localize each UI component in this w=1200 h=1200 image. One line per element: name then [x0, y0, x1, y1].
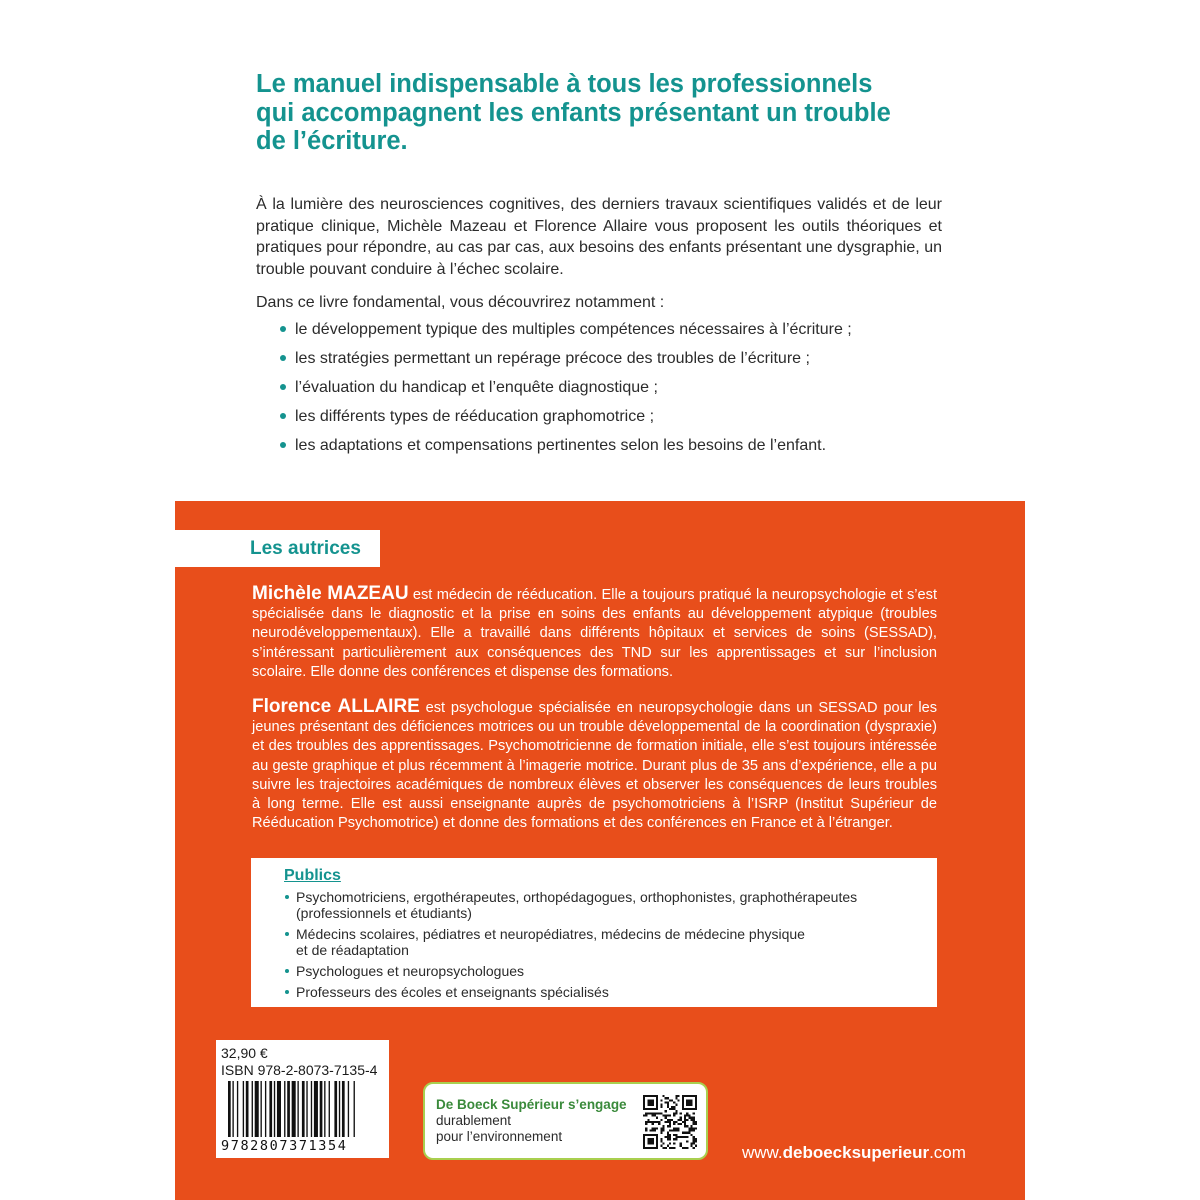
bullet-dot-icon: [285, 895, 289, 899]
list-item: [280, 435, 960, 464]
barcode-icon: [228, 1081, 383, 1137]
author-bio-text: est médecin de rééducation. Elle a toujours pratiqué la neuropsychologie et s’est spécialisée dans le diagnostic et la prise en soins des enfants au développement atypique (troubles neurodéveloppementaux). Elle a travaillé dans différents hôpitaux et services de soins (SESSAD), s’intéressant particulièrement aux conséquences des TND sur les apprentissages et sur l’inclusion scolaire. Elle donne des conférences et dispense des formations.: [252, 587, 937, 680]
headline-line-2: qui accompagnent les enfants présentant un trouble: [256, 98, 891, 127]
price: 32,90 €: [221, 1045, 268, 1061]
eco-commitment-line-1: durablement: [436, 1113, 512, 1128]
website-domain: deboecksuperieur: [782, 1143, 930, 1162]
list-item-text: Psychologues et neuropsychologues: [296, 963, 525, 979]
headline-line-3: de l’écriture.: [256, 127, 408, 155]
eco-commitment-line-2: pour l’environnement: [436, 1129, 563, 1144]
list-item: [280, 377, 960, 406]
headline: [256, 70, 976, 156]
website-suffix: .com: [929, 1143, 966, 1162]
eco-commitment-title: De Boeck Supérieur s’engage: [436, 1097, 627, 1112]
list-item: [285, 926, 925, 958]
list-item-text: Psychomotriciens, ergothérapeutes, orthopédagogues, orthophonistes, graphothérapeutes: [296, 889, 858, 905]
bullet-dot-icon: [285, 932, 289, 936]
bullet-dot-icon: [280, 413, 286, 419]
lead-sentence: Dans ce livre fondamental, vous découvrirez notamment :: [256, 294, 665, 311]
isbn: ISBN 978-2-8073-7135-4: [221, 1062, 378, 1078]
list-item: [285, 889, 925, 921]
author-bio-allaire: [252, 697, 937, 833]
publics-list: [285, 889, 925, 1005]
list-item: [280, 406, 960, 435]
list-item: [280, 319, 960, 348]
website-prefix: www.: [742, 1143, 783, 1162]
author-name: Florence ALLAIRE: [252, 696, 420, 717]
intro-paragraph: À la lumière des neurosciences cognitives, des derniers travaux scientifiques validés et de leur pratique clinique, Michèle Mazeau et Florence Allaire vous proposent les outils théoriques et pratiques pour répondre, au cas par cas, aux besoins des enfants présentant une dysgraphie, un trouble pouvant conduire à l’échec scolaire.: [256, 196, 942, 278]
list-item: [285, 963, 925, 979]
bullet-dot-icon: [280, 384, 286, 390]
authors-heading: Les autrices: [250, 538, 361, 559]
list-item-text: les stratégies permettant un repérage précoce des troubles de l’écriture ;: [295, 350, 810, 367]
list-item: [285, 984, 925, 1000]
qr-code-icon[interactable]: [643, 1095, 697, 1149]
list-item-text: l’évaluation du handicap et l’enquête diagnostique ;: [295, 379, 658, 396]
topics-list: [280, 319, 960, 464]
list-item-text: les différents types de rééducation graphomotrice ;: [295, 408, 655, 425]
bullet-dot-icon: [285, 990, 289, 994]
publisher-website[interactable]: [742, 1143, 966, 1163]
list-item-text-cont: (professionnels et étudiants): [296, 905, 472, 921]
bullet-dot-icon: [280, 442, 286, 448]
publics-heading: Publics: [284, 867, 341, 884]
author-bio-mazeau: [252, 584, 937, 682]
headline-line-1: Le manuel indispensable à tous les professionnels: [256, 70, 873, 98]
list-item-text-cont: et de réadaptation: [296, 942, 409, 958]
list-item-text: Professeurs des écoles et enseignants spécialisés: [296, 984, 609, 1000]
ean-digits: 9782807371354: [221, 1138, 348, 1154]
bullet-dot-icon: [285, 969, 289, 973]
list-item-text: les adaptations et compensations pertinentes selon les besoins de l’enfant.: [295, 437, 827, 454]
author-bio-text: est psychologue spécialisée en neuropsychologie dans un SESSAD pour les jeunes présentant des déficiences motrices ou un trouble développemental de la coordination (dyspraxie) et des troubles des apprentissages. Psychomotricienne de formation initiale, elle s’est toujours intéressée au geste graphique et plus récemment à l’imagerie motrice. Durant plus de 35 ans d’expérience, elle a pu suivre les trajectoires académiques de nombreux élèves et observer les conséquences de leurs troubles à long terme. Elle est aussi enseignante auprès de psychomotriciens à l’ISRP (Institut Supérieur de Rééducation Psychomotrice) et donne des formations et des conférences en France et à l’étranger.: [252, 700, 938, 832]
bullet-dot-icon: [280, 355, 286, 361]
list-item: [280, 348, 960, 377]
list-item-text: le développement typique des multiples compétences nécessaires à l’écriture ;: [295, 321, 852, 338]
list-item-text: Médecins scolaires, pédiatres et neuropédiatres, médecins de médecine physique: [296, 926, 805, 942]
author-name: Michèle MAZEAU: [252, 583, 409, 604]
bullet-dot-icon: [280, 326, 286, 332]
